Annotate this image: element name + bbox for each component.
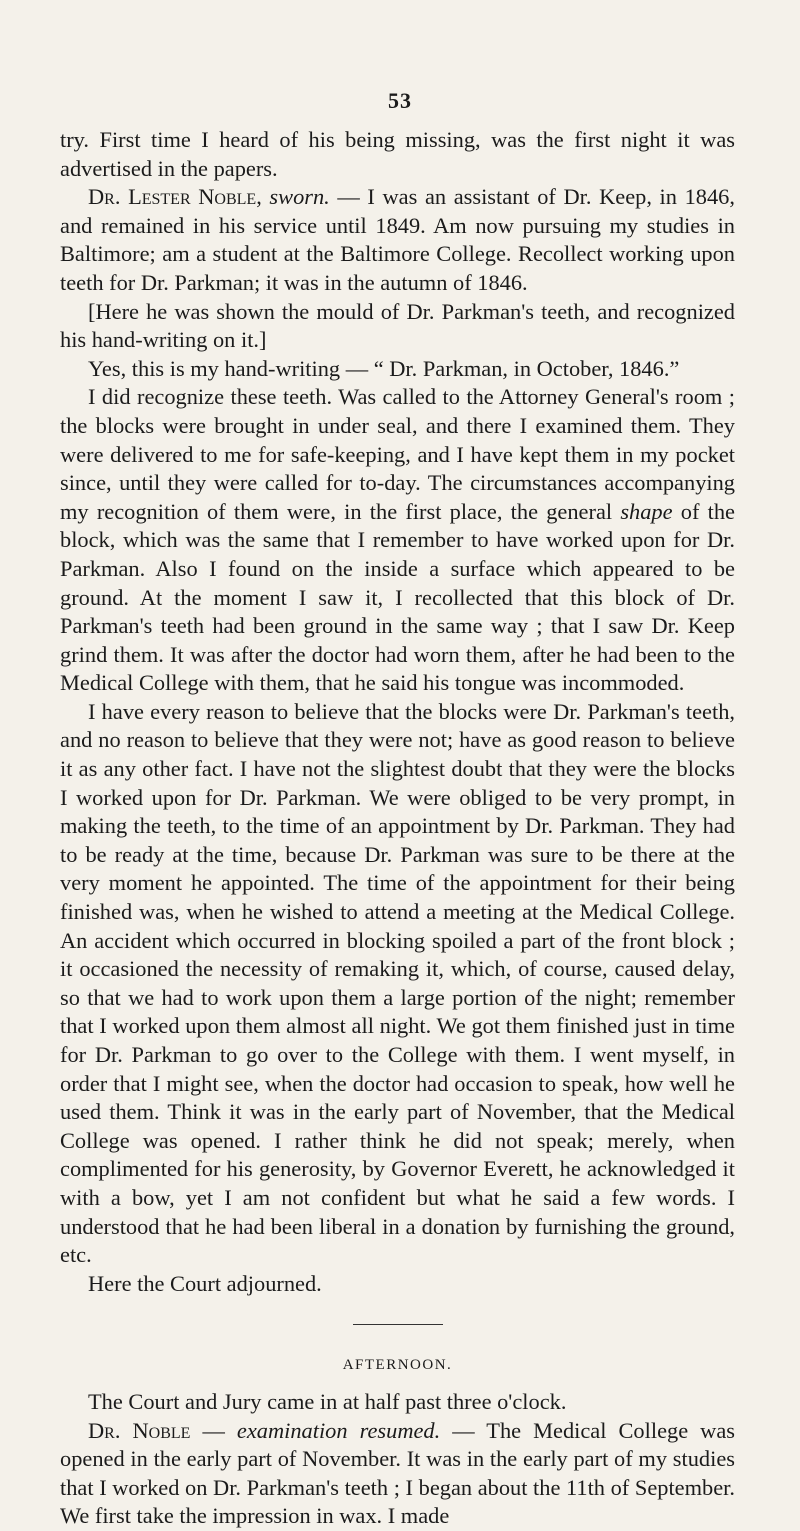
body-text — [60, 126, 735, 1531]
paragraph-recognition — [60, 383, 735, 698]
paragraph-handwriting: Yes, this is my hand-writing — “ Dr. Parkman, in October, 1846.” — [88, 355, 680, 381]
section-heading: AFTERNOON. — [342, 1357, 453, 1374]
paragraph-bracketed-note: [Here he was shown the mould of Dr. Parkman's teeth, and recognized his hand-writing on it.] — [60, 298, 735, 353]
examination-text: The Medical College was opened in the early part of November. It was in the early part of my studies that I worked on Dr. Parkman's teeth ; I began about the 11th of September. We first take the impression in wax. I made — [60, 1417, 735, 1529]
page-number: 53 — [388, 88, 412, 113]
shape-word: shape — [620, 498, 673, 524]
witness-name-2: Dr. Noble — [88, 1417, 191, 1443]
sworn-label: sworn. — [269, 184, 330, 210]
dash-1: — — [190, 1417, 237, 1443]
paragraph-court-jury: The Court and Jury came in at half past three o'clock. — [88, 1388, 567, 1414]
witness-name: Dr. Lester Noble, — [88, 184, 262, 210]
paragraph-adjourned: Here the Court adjourned. — [88, 1270, 322, 1296]
recognition-text-b: of the block, which was the same that I remember to have worked upon for Dr. Parkman. Also I found on the inside a surface which appeared to be ground. At the moment I saw it, I recollected that this block of Dr. Parkman's teeth had been ground in the same way ; that I saw Dr. Keep grind them. It was after the doctor had worn them, after he had been to the Medical College with them, that he said his tongue was incommoded. — [60, 498, 735, 696]
paragraph-belief: I have every reason to believe that the blocks were Dr. Parkman's teeth, and no reason to believe that they were not; have as good reason to believe it as any other fact. I have not the slightest doubt that they were the blocks I worked upon for Dr. Parkman. We were obliged to be very prompt, in making the teeth, to the time of an appointment by Dr. Parkman. They had to be ready at the time, because Dr. Parkman was sure to be there at the very moment he appointed. The time of the appointment for their being finished was, when he wished to attend a meeting at the Medical College. An accident which occurred in blocking spoiled a part of the front block ; it occasioned the necessity of remaking it, which, of course, caused delay, so that we had to work upon them a large portion of the night; remember that I worked upon them almost all night. We got them finished just in time for Dr. Parkman to go over to the College with them. I went myself, in order that I might see, when the doctor had occasion to speak, how well he used them. Think it was in the early part of November, that the Medical College was opened. I rather think he did not speak; merely, when complimented for his generosity, by Governor Everett, he acknowledged it with a bow, yet I am not confident but what he said a few words. I understood that he had been liberal in a donation by furnishing the ground, etc. — [60, 698, 735, 1268]
paragraph-examination-resumed — [60, 1417, 735, 1531]
paragraph-noble-sworn — [60, 183, 735, 297]
testimony-text: — I was an assistant of Dr. Keep, in 1846, and remained in his service until 1849. Am now pursuing my studies in Baltimore; am a student at the Baltimore College. Recollect working upon teeth for Dr. Parkman; it was in the autumn of 1846. — [60, 184, 735, 295]
dash-2: — — [440, 1417, 487, 1443]
paragraph-continuation: try. First time I heard of his being missing, was the first night it was advertised in the papers. — [60, 127, 735, 181]
recognition-text-a: I did recognize these teeth. Was called to the Attorney General's room ; the blocks were brought in under seal, and there I examined them. They were delivered to me for safe-keeping, and I have kept them in my pocket since, until they were called for to-day. The circumstances accompanying my recognition of them were, in the first place, the general — [60, 384, 735, 524]
section-divider — [353, 1324, 443, 1325]
examination-label: examination resumed. — [236, 1417, 441, 1443]
